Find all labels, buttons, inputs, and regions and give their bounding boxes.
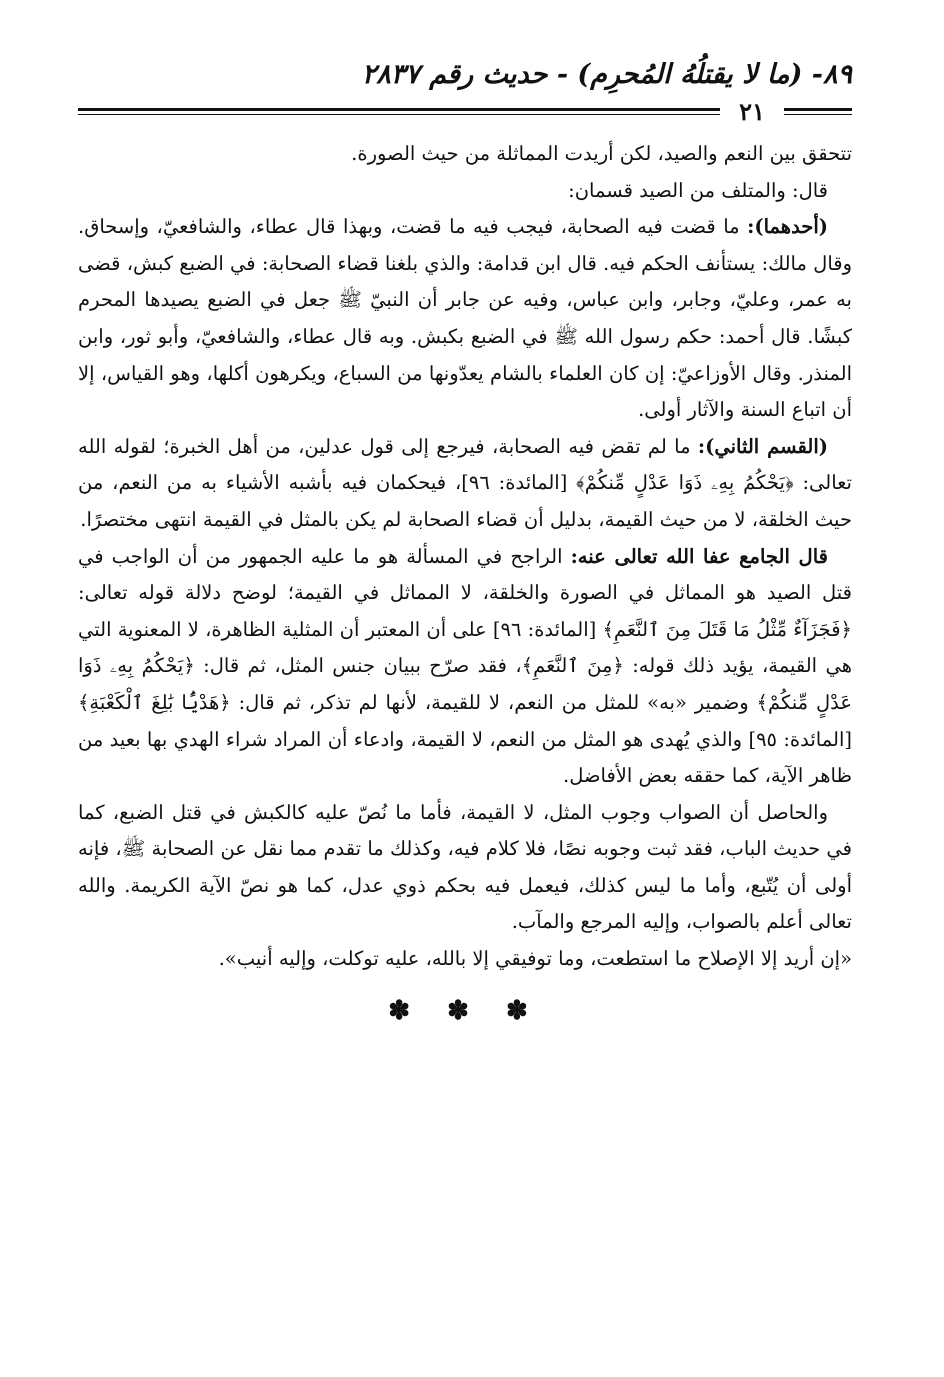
paragraph-text: قال: والمتلف من الصيد قسمان: [568, 178, 828, 202]
paragraph-text: «إن أريد إلا الإصلاح ما استطعت، وما توفيقي إلا بالله، عليه توكلت، وإليه أنيب». [218, 947, 852, 971]
body-text [78, 136, 852, 978]
paragraph [78, 136, 852, 173]
paragraph-text: ما لم تقض فيه الصحابة، فيرجع إلى قول عدلين، من أهل الخبرة؛ لقوله الله تعالى: ﴿يَحْكُمُ بِهِۦ ذَوَا عَدْلٍ مِّنكُمْ﴾ [المائدة: ٩٦]، فيحكمان فيه بأشبه الأشياء به من النعم، من حيث الخلقة، لا من حيث القيمة، بدليل أن قضاء الصحابة لم يكن بالمثل في القيمة انتهى مختصرًا. [78, 434, 852, 531]
paragraph-heading: قال الجامع عفا الله تعالى عنه: [570, 544, 828, 568]
paragraph [78, 209, 852, 429]
paragraph-text: ما قضت فيه الصحابة، فيجب فيه ما قضت، وبهذا قال عطاء، والشافعيّ، وإسحاق. وقال مالك: يستأنف الحكم فيه. قال ابن قدامة: والذي بلغنا قضاء الصحابة: في الضبع كبش، قضى به عمر، وعليّ، وجابر، وابن عباس، وفيه عن جابر أن النبيّ ﷺ جعل في الضبع يصيدها المحرم كبشًا. قال أحمد: حكم رسول الله ﷺ في الضبع بكبش. وبه قال عطاء، والشافعيّ، وأبو ثور، وابن المنذر. وقال الأوزاعيّ: إن كان العلماء بالشام يعدّونها من السباع، ويكرهون أكلها، وهو القياس، إلا أن اتباع السنة والآثار أولى. [78, 215, 852, 422]
paragraph-heading: (أحدهما): [747, 215, 828, 239]
paragraph-text: تتحقق بين النعم والصيد، لكن أريدت المماثلة من حيث الصورة. [351, 142, 852, 165]
paragraph-heading: (القسم الثاني): [697, 434, 828, 458]
header-rule [78, 94, 852, 128]
page-number: ٢١ [739, 96, 765, 126]
paragraph [78, 429, 852, 539]
paragraph-text: والحاصل أن الصواب وجوب المثل، لا القيمة، فأما ما نُصّ عليه كالكبش في قتل الضبع، كما في حديث الباب، فقد ثبت وجوبه نصًا، فلا كلام فيه، وكذلك ما تقدم مما نقل عن الصحابة ﷺ، فإنه أولى أن يُتّبع، وأما ما ليس كذلك، فيعمل فيه بحكم ذوي عدل، كما هو نصّ الآية الكريمة. والله تعالى أعلم بالصواب، وإليه المرجع والمآب. [78, 800, 852, 934]
paragraph [78, 173, 852, 210]
paragraph [78, 539, 852, 795]
paragraph [78, 795, 852, 941]
header-rule-short [784, 108, 852, 115]
paragraph-text: الراجح في المسألة هو ما عليه الجمهور من أن الواجب في قتل الصيد هو المماثل في الصورة والخلقة، لا المماثل في القيمة؛ لوضح دلالة قوله تعالى: ﴿فَجَزَآءٌ مِّثْلُ مَا قَتَلَ مِنَ ٱلنَّعَمِ﴾ [المائدة: ٩٦] على أن المعتبر أن المثلية الظاهرة، لا المعنوية التي هي القيمة، يؤيد ذلك قوله: ﴿مِنَ ٱلنَّعَمِ﴾، فقد صرّح ببيان جنس المثل، ثم قال: ﴿يَحْكُمُ بِهِۦ ذَوَا عَدْلٍ مِّنكُمْ﴾ وضمير «به» للمثل من النعم، لا للقيمة، لأنها لم تذكر، ثم قال: ﴿هَدْيًۢا بَٰلِغَ ٱلْكَعْبَةِ﴾ [المائدة: ٩٥] والذي يُهدى هو المثل من النعم، لا القيمة، وادعاء أن المراد شراء الهدي بها بعيد من ظاهر الآية، كما حققه بعض الأفاضل. [78, 544, 852, 788]
header-rule-long [78, 108, 720, 115]
running-header-title: ٨٩- (ما لا يقتلُهُ المُحرِم) - حديث رقم ٢٨٣٧ [361, 59, 852, 90]
section-separator: ✽ ✽ ✽ [388, 995, 542, 1026]
paragraph [78, 941, 852, 978]
